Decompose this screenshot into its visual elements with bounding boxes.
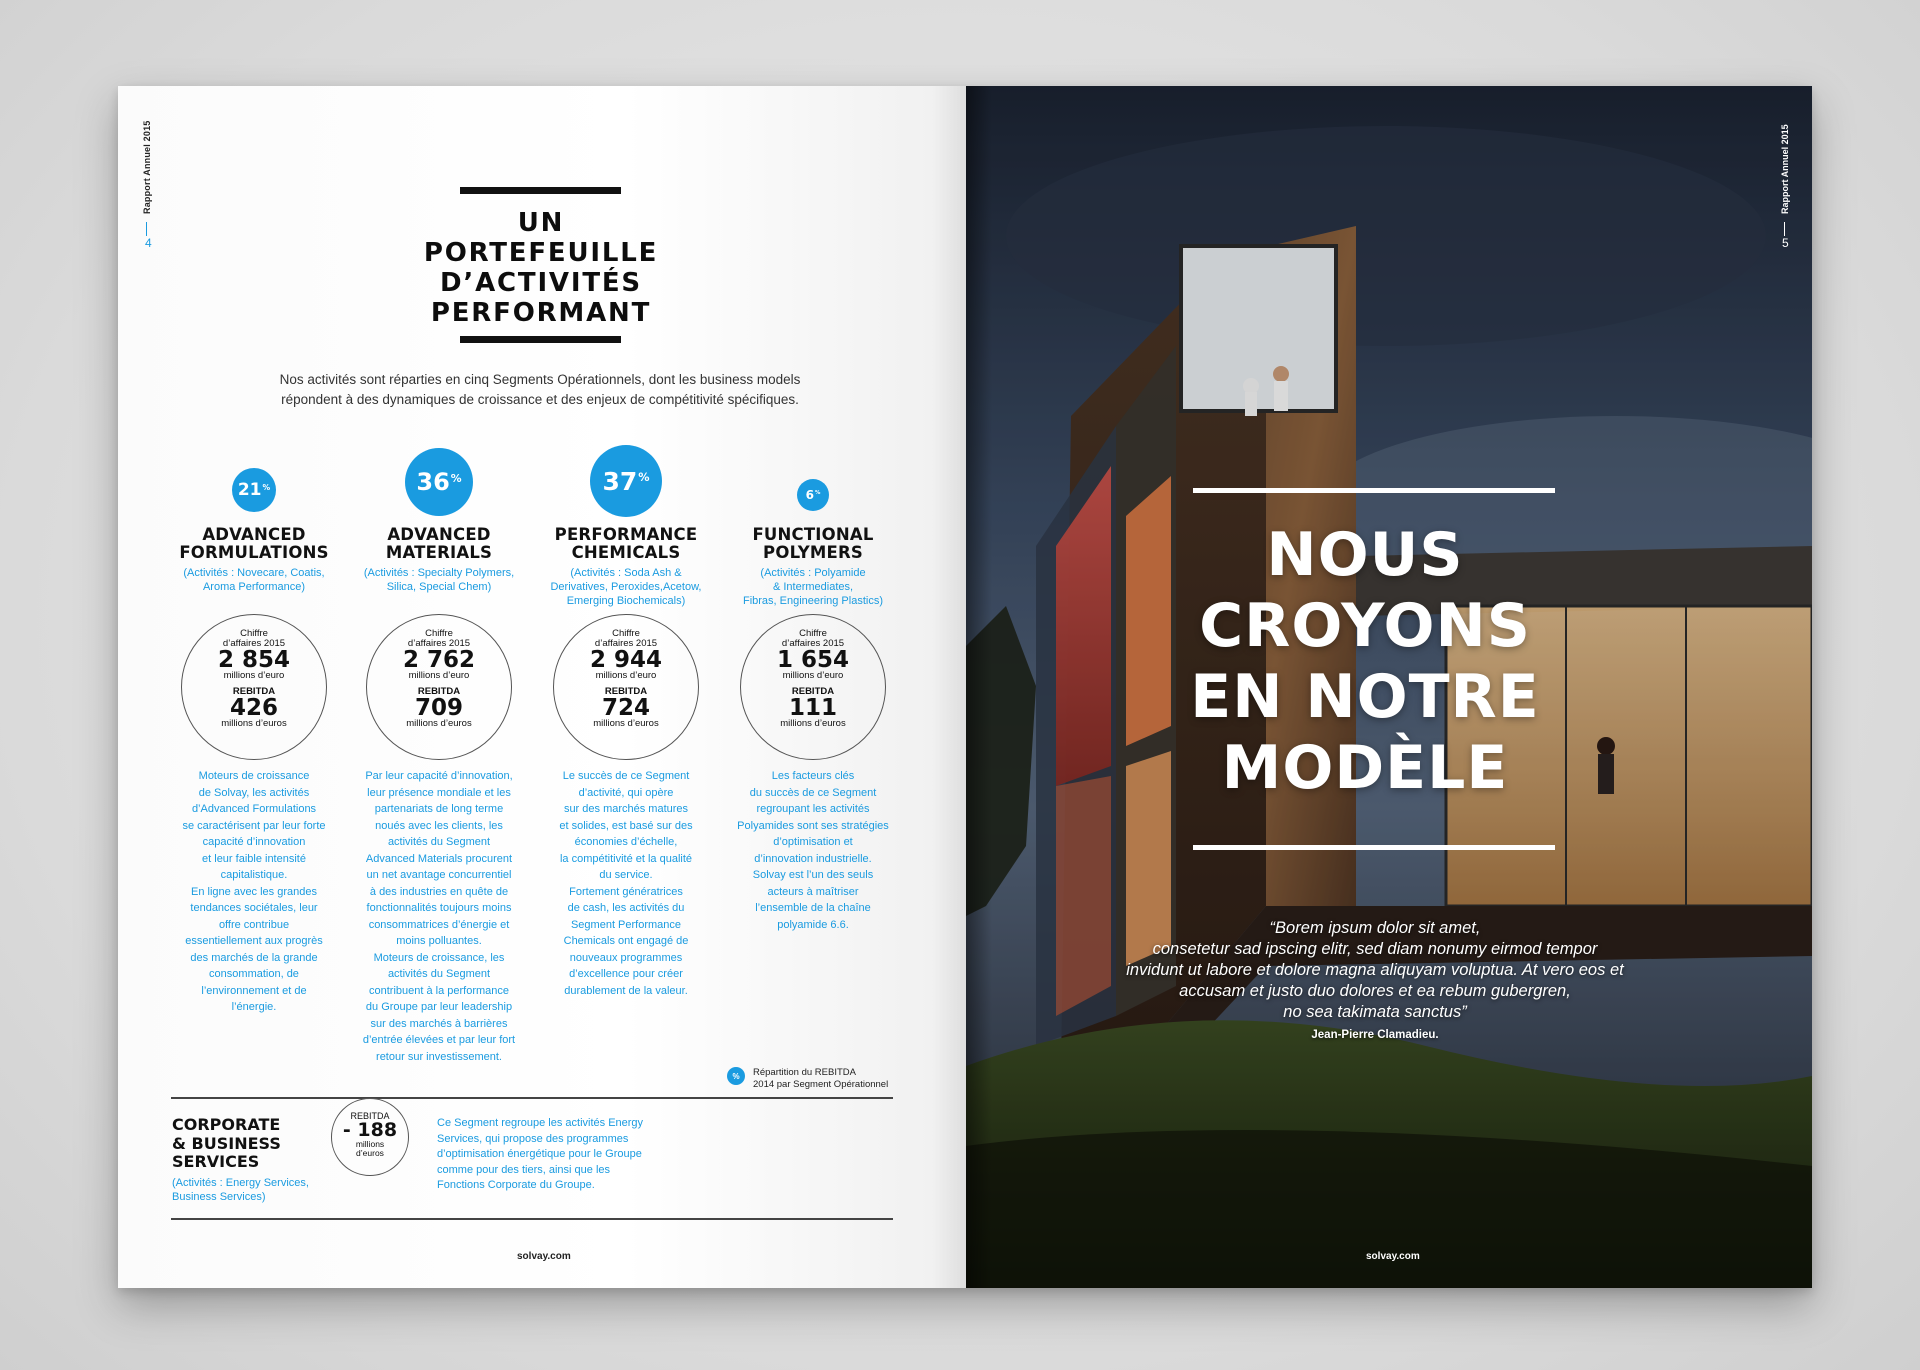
segment-activities-line: (Activités : Novecare, Coatis, <box>183 567 325 579</box>
legend-text <box>753 1067 923 1091</box>
corporate-title <box>172 1116 332 1172</box>
ca-label: d’affaires 2015 <box>222 638 286 649</box>
corporate-title-line: SERVICES <box>172 1152 260 1171</box>
ca-label: Chiffre <box>425 628 453 639</box>
segment-desc-line: essentiellement aux progrès <box>185 935 323 947</box>
ca-value: 2 854 <box>217 647 291 673</box>
segment-activities-line: (Activités : Polyamide <box>760 567 866 579</box>
rebitda-unit: millions d’euros <box>406 718 472 729</box>
segment-percent: 37 <box>602 466 638 496</box>
segment-desc-line: Les facteurs clés <box>771 770 855 782</box>
corporate-description <box>437 1116 677 1194</box>
rebitda-unit: millions d’euros <box>780 718 846 729</box>
segment-percent-sign: % <box>638 470 650 484</box>
divider-top <box>171 1097 893 1099</box>
segment-activities <box>720 566 906 608</box>
segment-performance-chemicals <box>541 445 711 1065</box>
corporate-activities-line: Business Services) <box>172 1191 266 1203</box>
segment-name <box>541 526 711 562</box>
segment-activities-line: (Activités : Soda Ash & <box>570 567 682 579</box>
segment-desc-line: activités du Segment <box>387 968 491 980</box>
segment-desc-line: partenariats de long terme <box>374 803 504 815</box>
segment-desc-line: et leur faible intensité <box>202 852 306 865</box>
segment-desc-line: acteurs à maîtriser <box>767 885 859 898</box>
quote <box>1075 918 1675 1023</box>
page-title-line: PERFORMANT <box>430 298 652 328</box>
hero-title-line: MODÈLE <box>1221 733 1509 803</box>
segment-name-line: FORMULATIONS <box>179 543 329 562</box>
segment-name-line: ADVANCED <box>387 525 491 544</box>
ca-value: 2 944 <box>589 647 663 673</box>
segment-figures-ring <box>740 614 886 760</box>
segment-desc-line: du Groupe par leur leadership <box>365 1001 513 1013</box>
ca-label: Chiffre <box>612 628 640 639</box>
rebitda-unit: millions <box>355 1139 385 1149</box>
segment-desc-line: Moteurs de croissance, les <box>373 951 505 964</box>
binding-gutter-shadow <box>966 86 992 1288</box>
segment-percent-badge <box>232 468 276 512</box>
rebitda-label: REBITDA <box>604 686 648 697</box>
segment-desc-line: de cash, les activités du <box>567 902 685 914</box>
segment-functional-polymers <box>728 479 898 1039</box>
intro-line: Nos activités sont réparties en cinq Segments Opérationnels, dont les business models <box>279 372 801 387</box>
segment-name-line: POLYMERS <box>763 543 863 562</box>
corporate-activities-line: (Activités : Energy Services, <box>172 1177 309 1189</box>
segment-desc-line: de Solvay, les activités <box>198 786 310 799</box>
folio-rule-right <box>1784 222 1785 236</box>
ca-value: 2 762 <box>402 647 476 673</box>
segment-desc-line: d’activité, qui opère <box>578 786 674 799</box>
segment-activities-line: (Activités : Specialty Polymers, <box>363 567 515 579</box>
page-title-line: UN <box>517 208 565 238</box>
segment-desc-line: capitalistique. <box>220 869 288 881</box>
segment-desc-line: consommation, de <box>209 968 299 980</box>
footer-url-right: solvay.com <box>1366 1251 1420 1262</box>
segment-name <box>169 526 339 562</box>
intro-line: répondent à des dynamiques de croissance et des enjeux de compétitivité spécifiques. <box>281 392 799 407</box>
ca-label: Chiffre <box>240 628 268 639</box>
segment-name <box>354 526 524 562</box>
segment-activities <box>533 566 719 608</box>
quote-line: accusam et justo duo dolores et ea rebum gubergren, <box>1179 982 1571 1000</box>
segment-desc-line: regroupant les activités <box>756 803 870 815</box>
page-title-line: PORTEFEUILLE <box>423 238 659 268</box>
page-title-line: D’ACTIVITÉS <box>440 268 642 298</box>
segment-desc-line: d’optimisation et <box>773 836 853 848</box>
ca-unit: millions d’euro <box>408 670 470 681</box>
segment-name <box>728 526 898 562</box>
segment-desc-line: leur présence mondiale et les <box>367 786 511 799</box>
segment-description <box>722 768 904 933</box>
ca-unit: millions d’euro <box>223 670 285 681</box>
segment-desc-line: Moteurs de croissance <box>198 770 310 782</box>
segment-description <box>535 768 717 999</box>
hero-top-rule <box>1193 488 1555 493</box>
segment-desc-line: Segment Performance <box>570 918 682 931</box>
segment-desc-line: tendances sociétales, leur <box>190 902 318 914</box>
segment-desc-line: retour sur investissement. <box>376 1050 502 1063</box>
segment-desc-line: consommatrices d’énergie et <box>368 918 510 931</box>
corporate-desc-line: Ce Segment regroupe les activités Energy <box>437 1117 644 1129</box>
segment-percent-badge <box>797 479 829 511</box>
segment-percent-sign: % <box>814 490 821 497</box>
rebitda-unit: d’euros <box>356 1148 384 1158</box>
quote-line: “Borem ipsum dolor sit amet, <box>1269 919 1481 937</box>
segment-desc-line: Advanced Materials procurent <box>365 852 513 865</box>
segment-figures-ring <box>181 614 327 760</box>
segment-desc-line: Fortement génératrices <box>569 885 683 898</box>
segment-percent-badge <box>405 448 473 516</box>
hero-title-line: NOUS <box>1266 520 1464 590</box>
rebitda-label: REBITDA <box>791 686 835 697</box>
rebitda-label: REBITDA <box>417 686 461 697</box>
segment-percent: 36 <box>416 468 450 496</box>
segment-activities-line: & Intermediates, <box>772 581 854 593</box>
corporate-figures-ring <box>331 1098 409 1176</box>
segment-percent-badge <box>590 445 662 517</box>
segment-desc-line: Polyamides sont ses stratégies <box>737 819 889 832</box>
segment-name-line: CHEMICALS <box>571 543 681 562</box>
folio-left: 4 <box>145 236 152 250</box>
corporate-desc-line: Services, qui propose des programmes <box>437 1132 629 1145</box>
percent-icon: % <box>727 1067 745 1085</box>
corporate-activities <box>172 1176 332 1204</box>
segment-desc-line: et solides, est basé sur des <box>559 819 693 832</box>
segment-desc-line: du succès de ce Segment <box>749 786 877 799</box>
segment-activities-line: Fibras, Engineering Plastics) <box>742 595 883 607</box>
segment-desc-line: sur des marchés matures <box>563 803 689 815</box>
segment-desc-line: Par leur capacité d’innovation, <box>365 770 513 782</box>
hero-title <box>1165 520 1565 804</box>
segment-percent-sign: % <box>262 482 271 492</box>
segment-desc-line: noués avec les clients, les <box>375 819 503 832</box>
segment-activities-line: Emerging Biochemicals) <box>566 595 686 607</box>
rebitda-value: 111 <box>788 695 837 721</box>
quote-author: Jean-Pierre Clamadieu. <box>1311 1029 1439 1041</box>
title-top-bar <box>460 187 621 194</box>
segment-name-line: FUNCTIONAL <box>752 525 874 544</box>
segment-activities-line: Silica, Special Chem) <box>386 581 492 593</box>
ca-unit: millions d’euro <box>595 670 657 681</box>
segment-activities-line: Aroma Performance) <box>202 581 306 593</box>
segment-advanced-materials <box>354 448 524 1068</box>
segment-description <box>163 768 345 1016</box>
quote-line: consetetur sad ipscing elitr, sed diam nonumy eirmod tempor <box>1152 940 1598 958</box>
segment-desc-line: d’Advanced Formulations <box>191 803 317 815</box>
running-head-right: Rapport Annuel 2015 <box>1780 124 1790 214</box>
segment-desc-line: fonctionnalités toujours moins <box>366 902 512 914</box>
ca-label: d’affaires 2015 <box>407 638 471 649</box>
intro-text <box>230 370 850 410</box>
segment-desc-line: l’ensemble de la chaîne <box>755 902 871 914</box>
segment-name-line: PERFORMANCE <box>554 525 698 544</box>
segment-desc-line: Chemicals ont engagé de <box>563 935 689 947</box>
segment-desc-line: la compétitivité et la qualité <box>559 852 693 865</box>
rebitda-unit: millions d’euros <box>593 718 659 729</box>
segment-desc-line: capacité d’innovation <box>202 836 306 848</box>
segment-desc-line: d’entrée élevées et par leur fort <box>362 1034 516 1046</box>
segment-activities <box>161 566 347 594</box>
title-bottom-bar <box>460 336 621 343</box>
divider-bottom <box>171 1218 893 1220</box>
quote-line: no sea takimata sanctus” <box>1283 1003 1467 1021</box>
segment-percent-sign: % <box>450 471 462 485</box>
segment-desc-line: un net avantage concurrentiel <box>366 869 512 881</box>
segment-desc-line: Le succès de ce Segment <box>562 770 690 782</box>
segment-description <box>348 768 530 1065</box>
segment-percent: 21 <box>237 480 262 500</box>
segment-desc-line: activités du Segment <box>387 836 491 848</box>
segment-desc-line: l’environnement et de <box>201 984 307 997</box>
ca-label: d’affaires 2015 <box>594 638 658 649</box>
corporate-title-line: CORPORATE <box>172 1115 281 1134</box>
segment-desc-line: Solvay est l’un des seuls <box>752 869 874 881</box>
ca-label: d’affaires 2015 <box>781 638 845 649</box>
segment-desc-line: moins polluantes. <box>396 935 482 947</box>
segment-name-line: ADVANCED <box>202 525 306 544</box>
segment-desc-line: polyamide 6.6. <box>777 918 849 931</box>
segment-figures-ring <box>366 614 512 760</box>
segment-figures-ring <box>553 614 699 760</box>
corporate-title-line: & BUSINESS <box>172 1133 281 1153</box>
legend-line: Répartition du REBITDA <box>753 1067 856 1078</box>
corporate-desc-line: comme pour des tiers, ainsi que les <box>437 1163 611 1176</box>
segment-desc-line: sur des marchés à barrières <box>370 1017 508 1030</box>
segment-desc-line: des marchés de la grande <box>190 951 318 964</box>
rebitda-label: REBITDA <box>350 1111 390 1121</box>
rebitda-value: 426 <box>229 695 278 721</box>
segment-activities-line: Derivatives, Peroxides,Acetow, <box>550 581 702 593</box>
folio-rule-left <box>146 222 147 236</box>
segment-advanced-formulations <box>169 468 339 1068</box>
footer-url-left: solvay.com <box>517 1251 571 1262</box>
corporate-desc-line: Fonctions Corporate du Groupe. <box>437 1179 595 1191</box>
segment-desc-line: se caractérisent par leur forte <box>182 819 326 832</box>
segment-desc-line: à des industries en quête de <box>369 885 509 898</box>
segment-desc-line: économies d’échelle, <box>574 836 678 848</box>
segment-desc-line: offre contribue <box>218 918 290 931</box>
segment-percent: 6 <box>805 488 814 502</box>
page-title <box>381 208 701 328</box>
segment-desc-line: contribuent à la performance <box>368 984 510 997</box>
segment-desc-line: nouveaux programmes <box>569 951 683 964</box>
ca-label: Chiffre <box>799 628 827 639</box>
segment-desc-line: d’excellence pour créer <box>569 968 683 980</box>
rebitda-value: - 188 <box>342 1119 398 1141</box>
running-head-left: Rapport Annuel 2015 <box>142 120 152 214</box>
hero-title-line: CROYONS <box>1199 591 1531 661</box>
rebitda-value: 724 <box>601 695 650 721</box>
ca-unit: millions d’euro <box>782 670 844 681</box>
quote-line: invidunt ut labore et dolore magna aliquyam voluptua. At vero eos et <box>1126 961 1624 979</box>
segment-desc-line: l’énergie. <box>231 1001 277 1013</box>
segment-activities <box>346 566 532 594</box>
hero-title-line: EN NOTRE <box>1190 662 1540 732</box>
legend-line: 2014 par Segment Opérationnel <box>753 1079 889 1090</box>
ca-value: 1 654 <box>776 647 850 673</box>
folio-right: 5 <box>1782 236 1789 250</box>
segment-desc-line: du service. <box>599 869 653 881</box>
segment-desc-line: d’innovation industrielle. <box>754 852 872 865</box>
hero-bottom-rule <box>1193 845 1555 850</box>
rebitda-unit: millions d’euros <box>221 718 287 729</box>
segment-name-line: MATERIALS <box>385 543 493 562</box>
segment-desc-line: durablement de la valeur. <box>564 984 688 997</box>
corporate-desc-line: d’optimisation énergétique pour le Groupe <box>437 1148 642 1160</box>
rebitda-label: REBITDA <box>232 686 276 697</box>
rebitda-value: 709 <box>414 695 463 721</box>
segment-desc-line: En ligne avec les grandes <box>191 885 317 898</box>
